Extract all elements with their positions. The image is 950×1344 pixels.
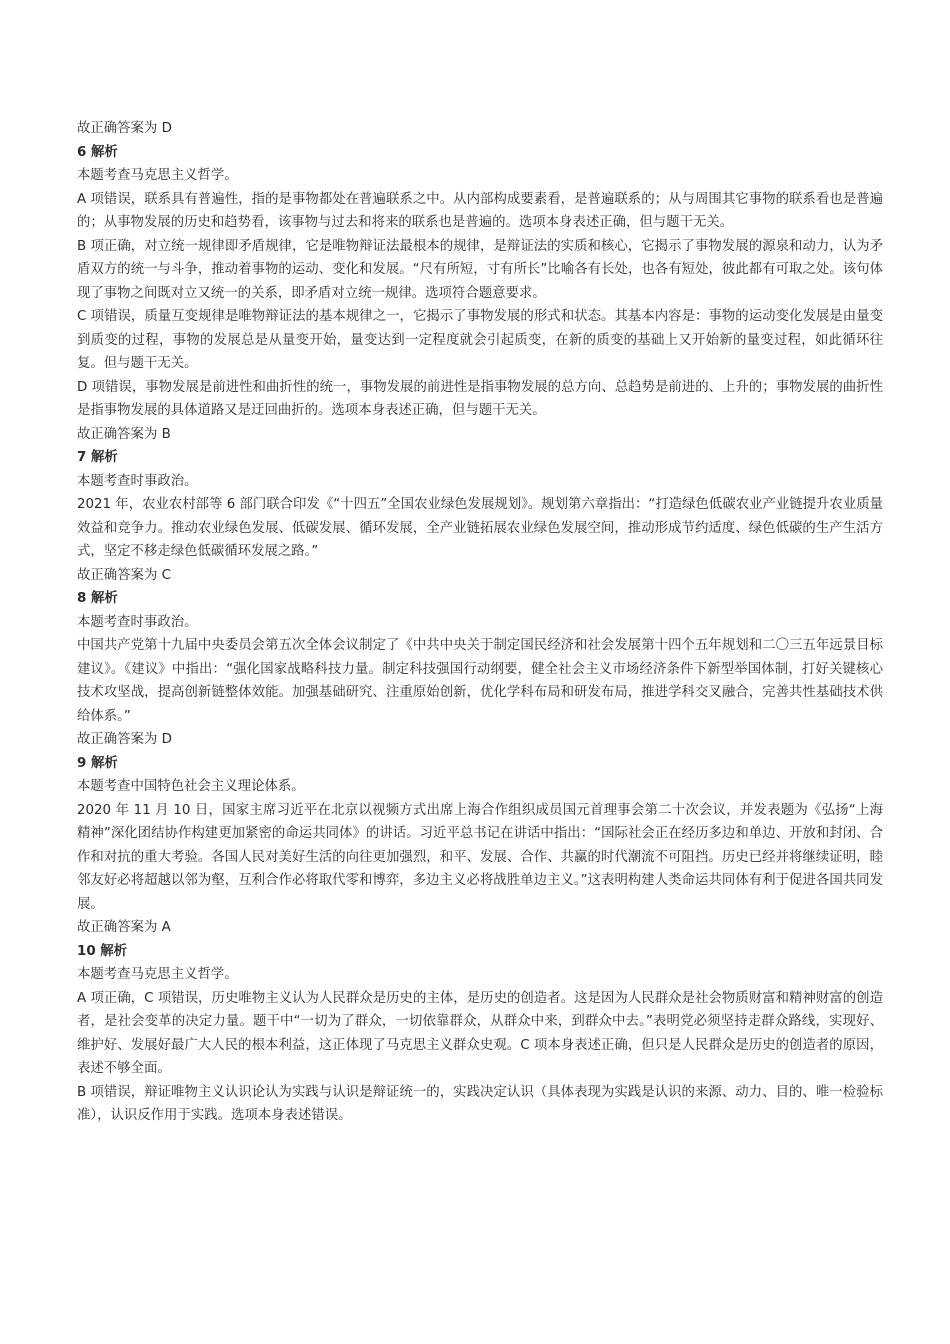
paragraph: D 项错误，事物发展是前进性和曲折性的统一，事物发展的前进性是指事物发展的总方向、总趋势是前进的、上升的；事物发展的曲折性是指事物发展的具体道路又是迂回曲折的。选项本身表述正确，但与题干无关。 <box>77 379 883 418</box>
paragraph: A 项正确，C 项错误，历史唯物主义认为人民群众是历史的主体，是历史的创造者。这是因为人民群众是社会物质财富和精神财富的创造者，是社会变革的决定力量。题干中“一切为了群众，一切依靠群众，从群众中来，到群众中去。”表明党必须坚持走群众路线，实现好、维护好、发展好最广大人民的根本利益，这正体现了马克思主义群众史观。C 项本身表述正确，但只是人民群众是历史的创造者的原因，表述不够全面。 <box>77 990 883 1076</box>
paragraph: B 项错误，辩证唯物主义认识论认为实践与认识是辩证统一的，实践决定认识（具体表现为实践是认识的来源、动力、目的、唯一检验标准），认识反作用于实践。选项本身表述错误。 <box>77 1084 883 1123</box>
answer-line: 故正确答案为 B <box>77 426 171 442</box>
paragraph: 2021 年，农业农村部等 6 部门联合印发《“十四五”全国农业绿色发展规划》。规划第六章指出：“打造绿色低碳农业产业链提升农业质量效益和竞争力。推动农业绿色发展、低碳发展、循环发展，全产业链拓展农业绿色发展空间，推动形成节约适度、绿色低碳的生产生活方式，坚定不移走绿色低碳循环发展之路。” <box>77 497 883 559</box>
paragraph: 中国共产党第十九届中央委员会第五次全体会议制定了《中共中央关于制定国民经济和社会发展第十四个五年规划和二〇三五年远景目标建议》。《建议》中指出：“强化国家战略科技力量。制定科技强国行动纲要，健全社会主义市场经济条件下新型举国体制，打好关键核心技术攻坚战，提高创新链整体效能。加强基础研究、注重原始创新，优化学科布局和研发布局，推进学科交叉融合，完善共性基础技术供给体系。” <box>77 638 883 724</box>
topic-line: 本题考查时事政治。 <box>77 473 198 489</box>
document-page <box>77 117 883 1128</box>
topic-line: 本题考查马克思主义哲学。 <box>77 168 238 183</box>
paragraph: C 项错误，质量互变规律是唯物辩证法的基本规律之一，它揭示了事物发展的形式和状态。其基本内容是：事物的运动变化发展是由量变到质变的过程，事物的发展总是从量变开始，量变达到一定程度就会引起质变，在新的质变的基础上又开始新的量变过程，如此循环往复。但与题干无关。 <box>77 309 883 371</box>
section-heading-7: 7 解析 <box>77 450 118 465</box>
section-heading-6: 6 解析 <box>77 144 118 160</box>
answer-line: 故正确答案为 D <box>77 732 172 747</box>
answer-line: 故正确答案为 D <box>77 121 172 136</box>
section-heading-8: 8 解析 <box>77 591 118 606</box>
topic-line: 本题考查中国特色社会主义理论体系。 <box>77 779 305 794</box>
paragraph: A 项错误，联系具有普遍性，指的是事物都处在普遍联系之中。从内部构成要素看，是普遍联系的；从与周围其它事物的联系看也是普遍的；从事物发展的历史和趋势看，该事物与过去和将来的联系也是普遍的。选项本身表述正确，但与题干无关。 <box>77 191 883 230</box>
topic-line: 本题考查马克思主义哲学。 <box>77 967 238 982</box>
paragraph: B 项正确，对立统一规律即矛盾规律，它是唯物辩证法最根本的规律，是辩证法的实质和核心，它揭示了事物发展的源泉和动力，认为矛盾双方的统一与斗争，推动着事物的运动、变化和发展。“尺有所短，寸有所长”比喻各有长处，也各有短处，彼此都有可取之处。该句体现了事物之间既对立又统一的关系，即矛盾对立统一规律。选项符合题意要求。 <box>77 238 883 301</box>
answer-line: 故正确答案为 C <box>77 567 171 583</box>
section-heading-9: 9 解析 <box>77 755 118 771</box>
paragraph: 2020 年 11 月 10 日，国家主席习近平在北京以视频方式出席上海合作组织成员国元首理事会第二十次会议，并发表题为《弘扬“上海精神”深化团结协作构建更加紧密的命运共同体》的讲话。习近平总书记在讲话中指出：“国际社会正在经历多边和单边、开放和封闭、合作和对抗的重大考验。各国人民对美好生活的向往更加强烈，和平、发展、合作、共赢的时代潮流不可阻挡。历史已经并将继续证明，睦邻友好必将超越以邻为壑，互利合作必将取代零和博弈，多边主义必将战胜单边主义。”这表明构建人类命运共同体有利于促进各国共同发展。 <box>77 802 883 912</box>
topic-line: 本题考查时事政治。 <box>77 614 198 630</box>
section-heading-10: 10 解析 <box>77 943 128 959</box>
answer-line: 故正确答案为 A <box>77 920 171 935</box>
